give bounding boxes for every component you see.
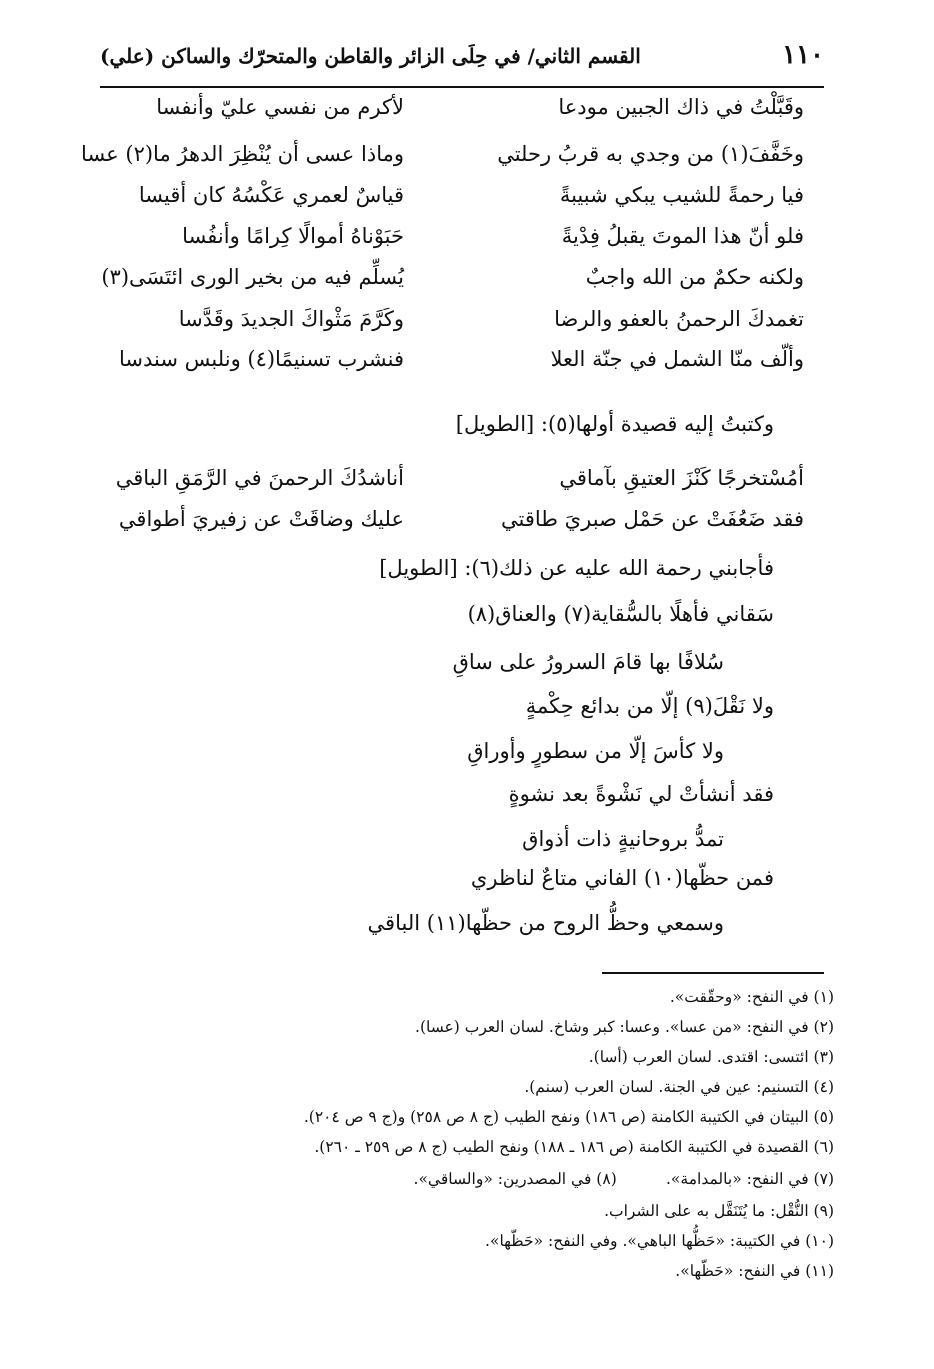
poem1-line6-first-hemistich: تغمدكَ الرحمنُ بالعفو والرضا: [554, 307, 804, 331]
poem2-line1-second-hemistich: أناشدُكَ الرحمنَ في الرَّمَقِ الباقي: [115, 466, 404, 490]
poem2-line2-first-hemistich: فقد ضَعُفَتْ عن حَمْل صبريَ طاقتي: [501, 507, 804, 531]
footnote-10: (١٠) في الكتيبة: «حَظُّها الباهي». وفي النفح: «حَظّها».: [485, 1232, 834, 1250]
poem1-line3-first-hemistich: فيا رحمةً للشيب يبكي شبيبةً: [559, 183, 804, 207]
footnote-6: (٦) القصيدة في الكتيبة الكامنة (ص ١٨٦ ـ ١٨٨) ونفح الطيب (ج ٨ ص ٢٥٩ ـ ٢٦٠).: [314, 1138, 834, 1156]
poem3-line6: تمدُّ بروحانيةٍ ذات أذواق: [522, 827, 724, 851]
poem1-line3-second-hemistich: قياسٌ لعمري عَكْسُهُ كان أقيسا: [138, 183, 404, 207]
footnote-4: (٤) التسنيم: عين في الجنة. لسان العرب (سنم).: [524, 1078, 834, 1096]
poem1-line1-second-hemistich: لأكرم من نفسي عليّ وأنفسا: [156, 95, 404, 119]
poem1-line7-second-hemistich: فنشرب تسنيمًا(٤) ونلبس سندسا: [119, 347, 404, 371]
footnote-1: (١) في النفح: «وحقّقت».: [669, 988, 834, 1006]
poem1-line2-first-hemistich: وخَفَّفَ(١) من وجدي به قربُ رحلتي: [497, 142, 804, 166]
footnote-rule: [602, 972, 824, 974]
poem1-line6-second-hemistich: وكَرَّمَ مَثْواكَ الجديدَ وقَدَّسا: [178, 307, 404, 331]
poem1-line7-first-hemistich: وألّف منّا الشمل في جنّة العلا: [550, 347, 804, 371]
intro-prose-2: فأجابني رحمة الله عليه عن ذلك(٦): [الطويل]: [379, 556, 774, 580]
poem3-line4: ولا كأسَ إلّا من سطورٍ وأوراقِ: [467, 739, 724, 763]
footnote-9: (٩) النُّقْل: ما يُتَنَقَّل به على الشراب.: [604, 1202, 834, 1220]
page-number: ١١٠: [782, 40, 824, 70]
poem1-line4-first-hemistich: فلو أنّ هذا الموتَ يقبلُ فِدْيةً: [561, 224, 804, 248]
footnote-7-8: (٧) في النفح: «بالمدامة». (٨) في المصدرين: «والساقي».: [413, 1170, 834, 1188]
poem2-line2-second-hemistich: عليك وضاقَتْ عن زفيريَ أطواقي: [118, 507, 404, 531]
poem3-line8: وسمعي وحظُّ الروح من حظّها(١١) الباقي: [367, 911, 724, 935]
page-header: [100, 38, 824, 82]
footnote-5: (٥) البيتان في الكتيبة الكامنة (ص ١٨٦) ونفح الطيب (ج ٨ ص ٢٥٨) و(ج ٩ ص ٢٠٤).: [303, 1108, 834, 1126]
poem3-line2: سُلافًا بها قامَ السرورُ على ساقِ: [452, 650, 724, 674]
footnote-11: (١١) في النفح: «حَظّها».: [675, 1262, 834, 1280]
poem3-line3: ولا نَقْلَ(٩) إلّا من بدائع حِكْمةٍ: [525, 694, 774, 718]
poem1-line5-first-hemistich: ولكنه حكمٌ من الله واجبٌ: [585, 265, 804, 289]
poem1-line2-second-hemistich: وماذا عسى أن يُنْظِرَ الدهرُ ما(٢) عسا: [81, 142, 404, 166]
poem1-line5-second-hemistich: يُسلِّم فيه من بخير الورى ائتَسَى(٣): [101, 265, 404, 289]
footnote-3: (٣) ائتسى: اقتدى. لسان العرب (أسا).: [588, 1048, 834, 1066]
poem1-line1-first-hemistich: وقَبَّلْتُ في ذاك الجبين مودعا: [558, 95, 804, 119]
poem3-line5: فقد أنشأتْ لي نَشْوةً بعد نشوةٍ: [508, 782, 774, 806]
header-rule: [100, 86, 824, 88]
intro-prose-1: وكتبتُ إليه قصيدة أولها(٥): [الطويل]: [455, 412, 774, 436]
poem1-line4-second-hemistich: حَبَوْناهُ أموالًا كِرامًا وأنفُسا: [182, 224, 404, 248]
poem2-line1-first-hemistich: أمُسْتخرجًا كَنْزَ العتيقِ بآماقي: [559, 466, 804, 490]
footnote-2: (٢) في النفح: «من عسا». وعسا: كبر وشاخ. لسان العرب (عسا).: [415, 1018, 834, 1036]
poem3-line7: فمن حظّها(١٠) الفاني متاعٌ لناظري: [470, 866, 774, 890]
running-title: القسم الثاني/ في حِلَى الزائر والقاطن والمتحرّك والساكن (علي): [100, 44, 641, 68]
poem3-line1: سَقاني فأهلًا بالسُّقاية(٧) والعناق(٨): [467, 602, 774, 626]
